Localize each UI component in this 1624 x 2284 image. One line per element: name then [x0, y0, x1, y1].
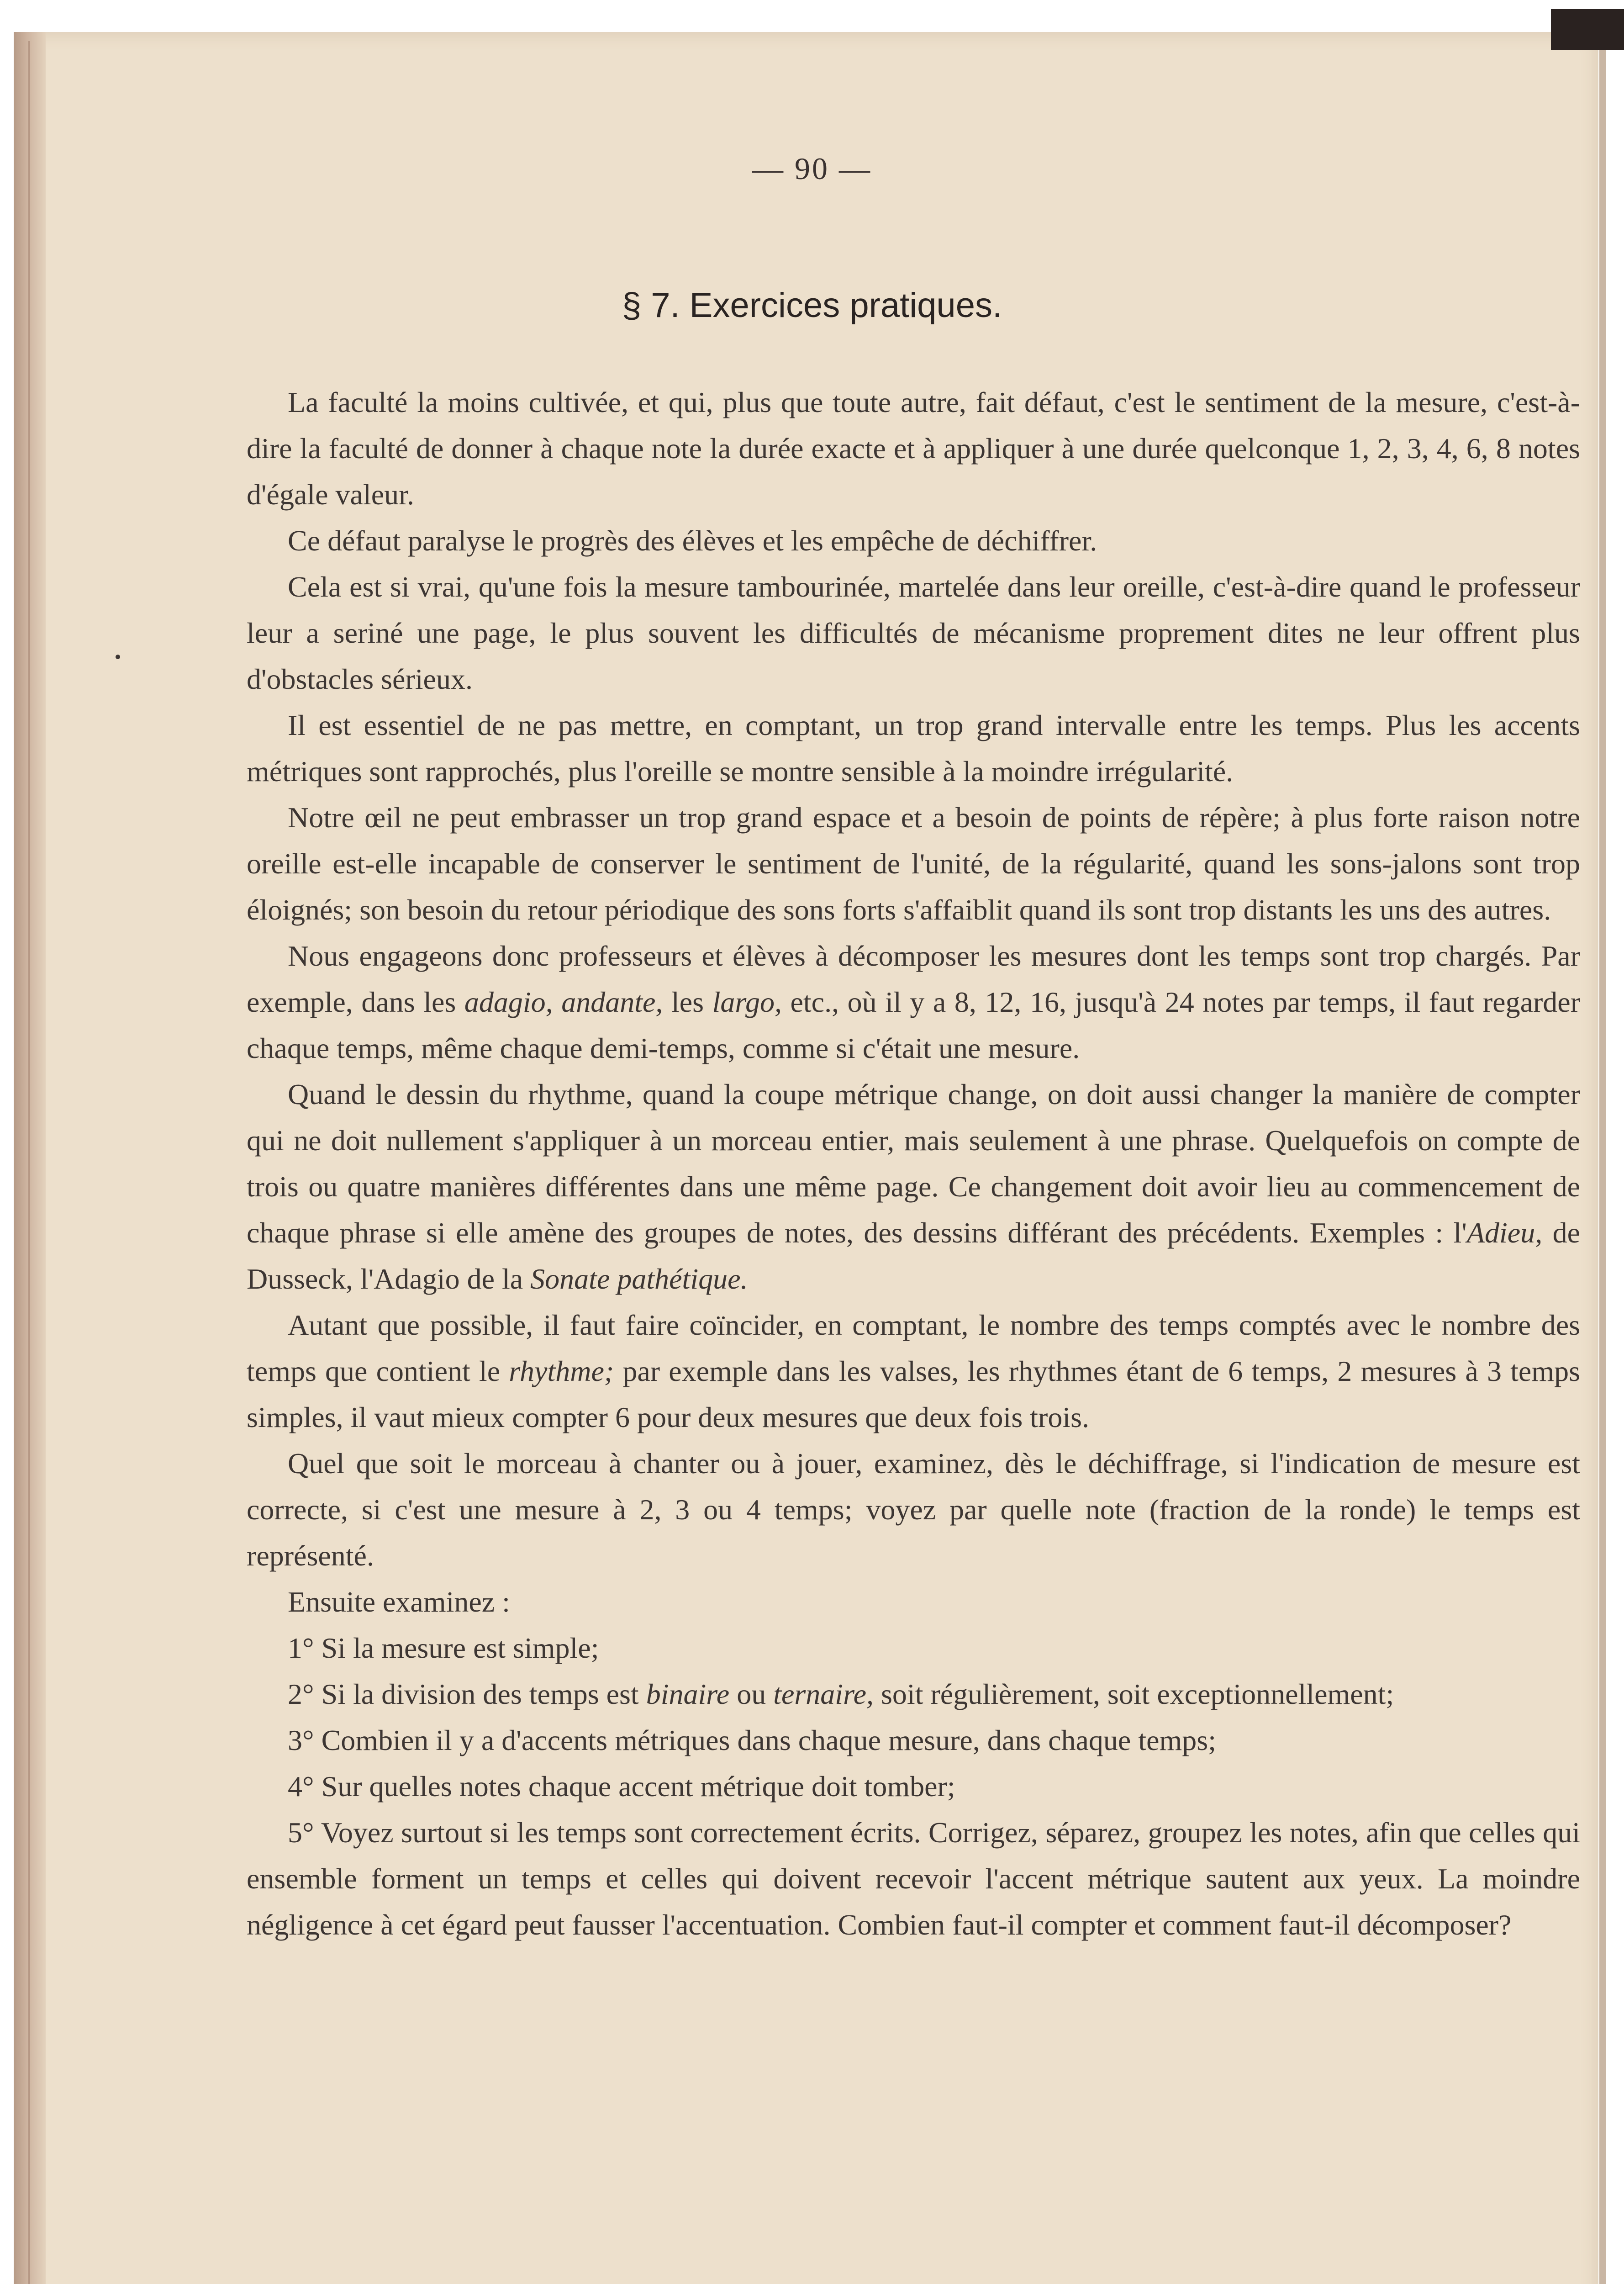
text-run: ou — [729, 1678, 774, 1710]
text-run: Quand le dessin du rhythme, quand la coupe métrique change, on doit aussi changer la manière de compter qui ne doit nullement s'appliquer à un morceau entier, mais seulement à une phrase. Quelquefois on compte de trois ou quatre manières différentes dans une même page. Ce changement doit avoir lieu au commencement de chaque phrase si elle amène des groupes de notes, des dessins différant des précédents. Exemples : l' — [247, 1078, 1580, 1249]
paragraph-10: Ensuite examinez : — [288, 1586, 510, 1618]
paragraph-3: Cela est si vrai, qu'une fois la mesure tambourinée, martelée dans leur oreille, c'est-à-dire quand le professeur leur a seriné une page, le plus souvent les difficultés de mécanisme proprement dites ne leur offrent plus d'obstacles sérieux. — [247, 571, 1580, 695]
list-item-1: 1° Si la mesure est simple; — [288, 1632, 599, 1664]
text-run: Nous engageons donc professeurs et élèves à décomposer les mesures dont les temps sont trop chargés. Par exemple, dans les — [247, 940, 1580, 1018]
margin-dot — [116, 655, 120, 659]
text-run: etc., où il y a 8, 12, 16, jusqu'à 24 notes par temps, il faut regarder chaque temps, même chaque demi-temps, comme si c'était une mesure. — [247, 986, 1581, 1064]
text-run: 2° Si la division des temps est — [288, 1678, 646, 1710]
list-item-5: 5° Voyez surtout si les temps sont correctement écrits. Corrigez, séparez, groupez les notes, afin que celles qui ensemble forment un temps et celles qui doivent recevoir l'accent métrique sautent aux yeux. La moindre négligence à cet égard peut fausser l'accentuation. Combien faut-il compter et comment faut-il décomposer? — [247, 1816, 1580, 1941]
italic-run: binaire — [646, 1678, 730, 1710]
paragraph-5: Notre œil ne peut embrasser un trop grand espace et a besoin de points de répère; à plus forte raison notre oreille est-elle incapable de conserver le sentiment de l'unité, de la régularité, quand les sons-jalons sont trop éloignés; son besoin du retour périodique des sons forts s'affaiblit quand ils sont trop distants les uns des autres. — [247, 801, 1580, 926]
paragraph-2: Ce défaut paralyse le progrès des élèves et les empêche de déchiffrer. — [288, 524, 1097, 557]
text-run: les — [663, 986, 712, 1018]
paragraph-4: Il est essentiel de ne pas mettre, en comptant, un trop grand intervalle entre les temps. Plus les accents métriques sont rapprochés, plus l'oreille se montre sensible à la moindre irrégularité. — [247, 709, 1580, 788]
italic-run: Sonate pathétique. — [530, 1263, 748, 1295]
italic-run: rhythme; — [509, 1355, 614, 1387]
italic-run: Adieu, — [1466, 1216, 1543, 1249]
paragraph-6 — [247, 933, 1580, 1071]
italic-run: adagio, andante, — [464, 986, 663, 1018]
list-item-3: 3° Combien il y a d'accents métriques dans chaque mesure, dans chaque temps; — [288, 1724, 1216, 1756]
paragraph-9: Quel que soit le morceau à chanter ou à jouer, examinez, dès le déchiffrage, si l'indication de mesure est correcte, si c'est une mesure à 2, 3 ou 4 temps; voyez par quelle note (fraction de la ronde) le temps est représenté. — [247, 1447, 1580, 1572]
body-text — [247, 379, 1580, 1948]
paragraph-7 — [247, 1071, 1580, 1302]
italic-run: ternaire, — [773, 1678, 874, 1710]
paragraph-8 — [247, 1302, 1580, 1440]
paragraph-1: La faculté la moins cultivée, et qui, plus que toute autre, fait défaut, c'est le sentiment de la mesure, c'est-à-dire la faculté de donner à chaque note la durée exacte et à appliquer à une durée quelconque 1, 2, 3, 4, 6, 8 notes d'égale valeur. — [247, 386, 1580, 511]
page-number: — 90 — — [752, 151, 872, 186]
page-right-edge — [1599, 50, 1606, 2284]
section-heading: § 7. Exercices pratiques. — [622, 286, 1002, 325]
binding-edge-line — [28, 41, 30, 2284]
text-run: de Dusseck, l'Adagio de la — [247, 1216, 1581, 1295]
list-item-2 — [247, 1671, 1580, 1717]
text-run: soit régulièrement, soit exceptionnellement; — [874, 1678, 1394, 1710]
text-run: Autant que possible, il faut faire coïncider, en comptant, le nombre des temps comptés avec le nombre des temps que contient le — [247, 1309, 1580, 1387]
corner-tab-top — [1551, 9, 1624, 50]
list-item-4: 4° Sur quelles notes chaque accent métrique doit tomber; — [288, 1770, 955, 1803]
italic-run: largo, — [712, 986, 782, 1018]
text-run: par exemple dans les valses, les rhythmes étant de 6 temps, 2 mesures à 3 temps simples, il vaut mieux compter 6 pour deux mesures que deux fois trois. — [247, 1355, 1581, 1433]
